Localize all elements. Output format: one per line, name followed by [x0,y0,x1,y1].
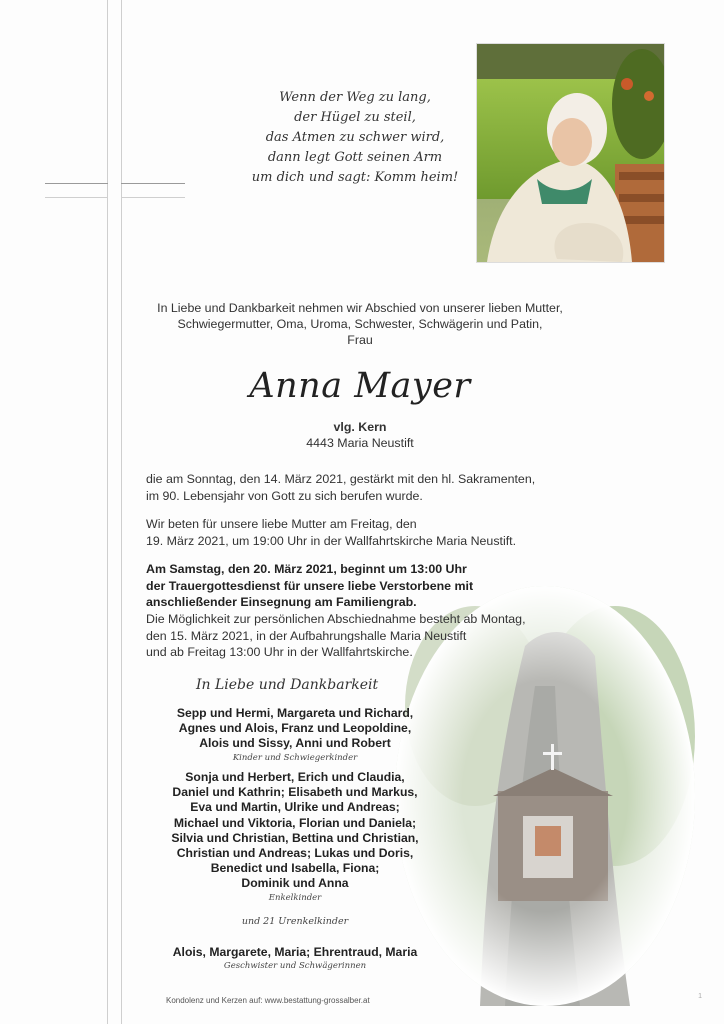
poem-line: dann legt Gott seinen Arm [267,150,443,165]
poem-line: das Atmen zu schwer wird, [265,130,445,145]
condolence-footer: Kondolenz und Kerzen auf: www.bestattung-grossalber.at [166,996,370,1005]
viewing-line: Die Möglichkeit zur persönlichen Abschiednahme besteht ab Montag, [146,612,526,626]
grandchildren-line: Benedict und Isabella, Fiona; [210,861,380,876]
grandchildren-label: Enkelkinder [268,892,322,903]
intro-line: Schwiegermutter, Oma, Uroma, Schwester, Schwägerin und Patin, [177,317,543,331]
children-line: Alois und Sissy, Anni und Robert [199,736,391,751]
funeral-line: Am Samstag, den 20. März 2021, beginnt um 13:00 Uhr [146,562,467,576]
cross-horizontal-line-right-lower [121,197,185,198]
prayer-line: 19. März 2021, um 19:00 Uhr in der Wallfahrtskirche Maria Neustift. [146,533,517,548]
cross-horizontal-line-left [45,183,108,184]
deceased-place: 4443 Maria Neustift [306,436,414,450]
children-group [140,706,450,764]
great-grandchildren: und 21 Urenkelkinder [241,916,349,927]
death-notice-line: die am Sonntag, den 14. März 2021, gestärkt mit den hl. Sakramenten, [146,472,536,486]
corner-mark: 1 [698,993,702,1000]
grandchildren-line: Dominik und Anna [241,876,349,891]
grandchildren-line: Michael und Viktoria, Florian und Daniela; [173,815,417,830]
cross-horizontal-line-left-lower [45,197,108,198]
intro-line: In Liebe und Dankbarkeit nehmen wir Abschied von unserer lieben Mutter, [157,301,563,315]
funeral-line: der Trauergottesdienst für unsere liebe Verstorbene mit [146,578,474,593]
intro-text [140,300,580,348]
death-notice-line: im 90. Lebensjahr von Gott zu sich berufen wurde. [146,488,423,503]
cross-horizontal-line-right [121,183,185,184]
grandchildren-group [140,770,450,904]
grandchildren-line: Daniel und Kathrin; Elisabeth und Markus, [172,785,418,800]
prayer-notice [146,516,586,549]
poem-line: der Hügel zu steil, [294,110,416,125]
prayer-line: Wir beten für unsere liebe Mutter am Freitag, den [146,517,417,531]
mourners-title: In Liebe und Dankbarkeit [196,677,379,693]
poem-line: um dich und sagt: Komm heim! [251,170,459,185]
poem [250,88,460,188]
siblings-label: Geschwister und Schwägerinnen [223,961,367,972]
grandchildren-line: Silvia und Christian, Bettina und Christian, [171,830,419,845]
deceased-vulgo: vlg. Kern [333,420,387,434]
cross-vertical-line-left [107,0,108,1024]
grandchildren-line: Sonja und Herbert, Erich und Claudia, [185,770,405,784]
siblings-line: Alois, Margarete, Maria; Ehrentraud, Maria [172,945,418,959]
children-label: Kinder und Schwiegerkinder [232,752,358,763]
funeral-line: anschließender Einsegnung am Familiengrab. [146,595,417,609]
portrait-photo [476,43,665,263]
poem-line: Wenn der Weg zu lang, [279,90,431,105]
viewing-line: den 15. März 2021, in der Aufbahrungshalle Maria Neustift [146,628,467,643]
viewing-line: und ab Freitag 13:00 Uhr in der Wallfahrtskirche. [146,645,413,659]
children-line: Sepp und Hermi, Margareta und Richard, [176,706,414,720]
deceased-name: Anna Mayer [249,366,471,406]
grandchildren-line: Christian und Andreas; Lukas und Doris, [176,846,414,861]
death-notice [146,471,586,504]
siblings-group [140,945,450,972]
viewing-notice [146,611,586,661]
grandchildren-line: Eva und Martin, Ulrike und Andreas; [190,800,400,815]
cross-vertical-line-right [121,0,122,1024]
children-line: Agnes und Alois, Franz und Leopoldine, [178,721,412,736]
intro-line: Frau [347,333,373,347]
funeral-notice [146,561,586,611]
